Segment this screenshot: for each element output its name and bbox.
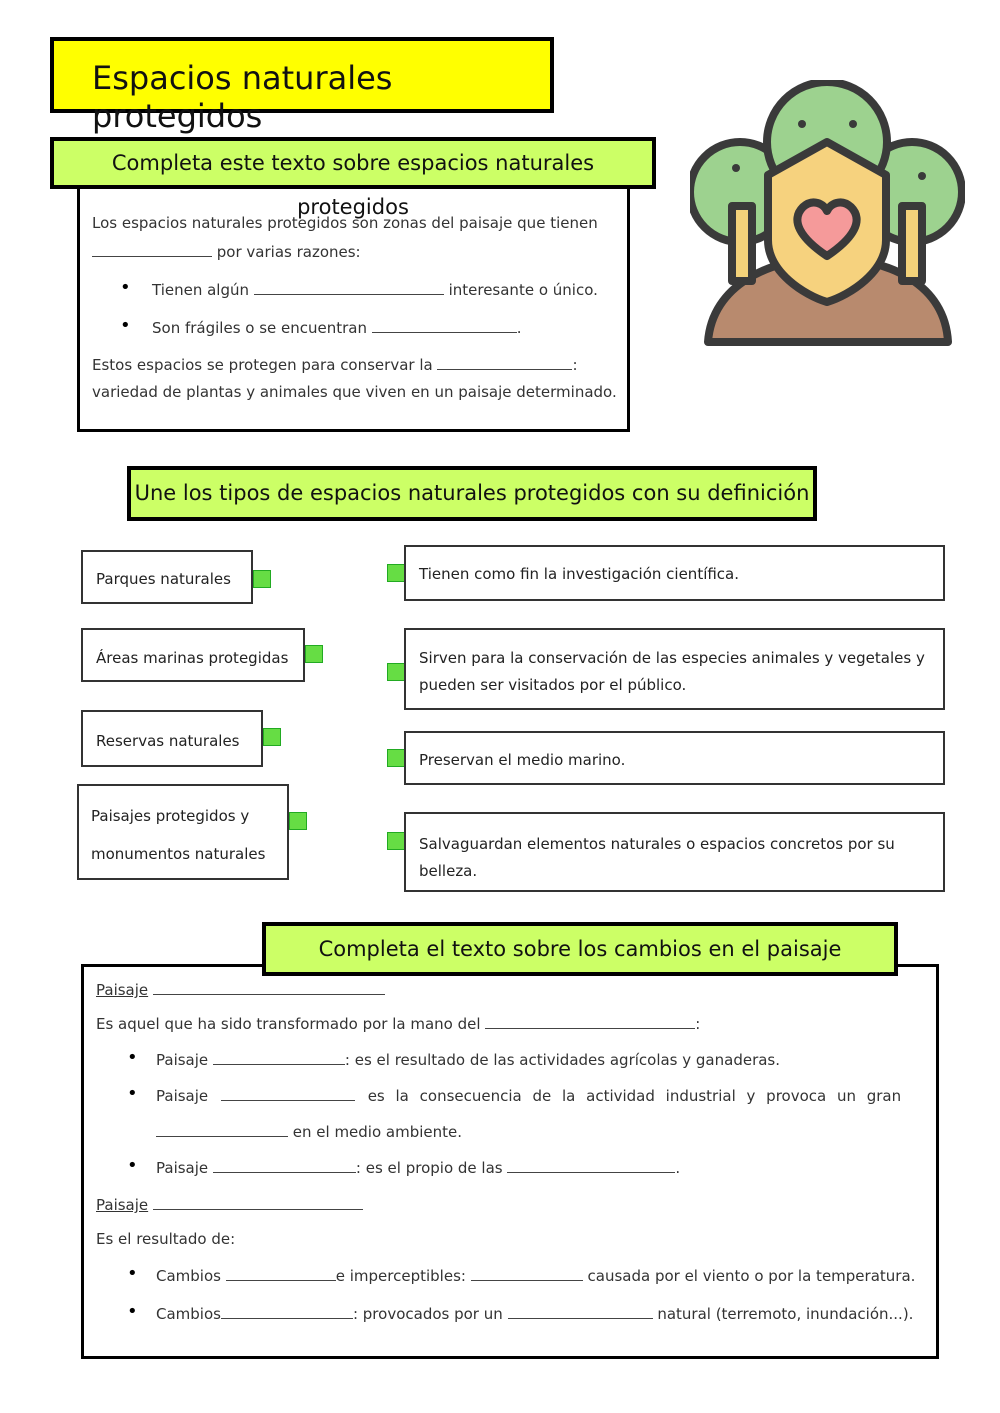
- s1-bullet1: [152, 280, 598, 299]
- blank-field[interactable]: [226, 1266, 336, 1281]
- s3-b3-b: : es el propio de las: [355, 1159, 503, 1177]
- blank-field[interactable]: [213, 1050, 345, 1065]
- bullet-dot: •: [127, 1301, 138, 1322]
- s1-closing-c: variedad de plantas y animales que viven en un paisaje determinado.: [92, 383, 617, 401]
- blank-field[interactable]: [485, 1014, 695, 1029]
- definition-conservacion[interactable]: [404, 628, 945, 710]
- s1-bullet2: [152, 318, 522, 337]
- blank-field[interactable]: [372, 318, 517, 333]
- definition-label: pueden ser visitados por el público.: [419, 676, 687, 694]
- s3-b2-a: Paisaje: [156, 1087, 209, 1105]
- s1-closing-line: [92, 355, 578, 374]
- s3-line2: Es el resultado de:: [96, 1230, 236, 1248]
- definition-label: belleza.: [419, 862, 478, 880]
- type-label: Áreas marinas protegidas: [96, 649, 289, 667]
- s3-b3-a: Paisaje: [156, 1159, 209, 1177]
- s3-paisaje-heading-1: [96, 980, 385, 999]
- s3-b2-b: es la consecuencia de la actividad industrial y provoca un gran: [367, 1087, 902, 1105]
- s3-c2-a: Cambios: [156, 1305, 221, 1323]
- s3-c2-c: natural (terremoto, inundación...).: [657, 1305, 914, 1323]
- connector-dot[interactable]: [289, 812, 307, 830]
- blank-field[interactable]: [156, 1122, 288, 1137]
- section-header-1: Completa este texto sobre espacios naturales protegidos: [50, 137, 656, 189]
- s3-line1-a: Es aquel que ha sido transformado por la mano del: [96, 1015, 481, 1033]
- section-header-3: Completa el texto sobre los cambios en el paisaje: [262, 922, 898, 976]
- type-label: Paisajes protegidos y: [91, 807, 250, 825]
- s1-intro-line: [92, 242, 361, 261]
- blank-field[interactable]: [507, 1158, 675, 1173]
- type-reservas-naturales[interactable]: [81, 710, 263, 767]
- type-label: Reservas naturales: [96, 732, 240, 750]
- paisaje-label: Paisaje: [96, 1196, 149, 1214]
- park-location-icon: [690, 80, 965, 375]
- definition-belleza[interactable]: [404, 812, 945, 892]
- definition-label: Salvaguardan elementos naturales o espacios concretos por su: [419, 835, 895, 853]
- blank-field[interactable]: [437, 355, 572, 370]
- s1-intro-a: Los espacios naturales protegidos son zonas del paisaje que tienen: [92, 214, 598, 232]
- bullet-dot: •: [127, 1083, 138, 1104]
- bullet-dot: •: [127, 1263, 138, 1284]
- s3-c2-b: : provocados por un: [352, 1305, 503, 1323]
- type-label: Parques naturales: [96, 570, 231, 588]
- s1-closing-a: Estos espacios se protegen para conservar la: [92, 356, 433, 374]
- blank-field[interactable]: [221, 1086, 355, 1101]
- s3-b3-c: .: [675, 1159, 681, 1177]
- blank-field[interactable]: [471, 1266, 583, 1281]
- type-label: monumentos naturales: [91, 845, 266, 863]
- bullet-dot: •: [120, 277, 131, 298]
- s1-bullet1-b: interesante o único.: [448, 281, 598, 299]
- s3-line1-b: :: [695, 1015, 701, 1033]
- connector-dot[interactable]: [387, 749, 405, 767]
- blank-field[interactable]: [153, 980, 385, 995]
- s3-c1-b: e imperceptibles:: [335, 1267, 466, 1285]
- s1-bullet2-a: Son frágiles o se encuentran: [152, 319, 368, 337]
- definition-label: Tienen como fin la investigación científica.: [419, 565, 740, 583]
- definition-investigacion[interactable]: [404, 545, 945, 601]
- s3-cambios2: [156, 1304, 913, 1323]
- type-parques-naturales[interactable]: [81, 550, 253, 604]
- section-header-2: Une los tipos de espacios naturales protegidos con su definición: [127, 466, 817, 521]
- definition-label: Sirven para la conservación de las especies animales y vegetales y: [419, 649, 925, 667]
- type-paisajes-protegidos[interactable]: [77, 784, 289, 880]
- definition-medio-marino[interactable]: [404, 731, 945, 785]
- page-title: Espacios naturales protegidos: [50, 37, 554, 113]
- connector-dot[interactable]: [387, 564, 405, 582]
- blank-field[interactable]: [508, 1304, 653, 1319]
- bullet-dot: •: [127, 1155, 138, 1176]
- s3-c1-c: causada por el viento o por la temperatura.: [587, 1267, 916, 1285]
- s3-paisaje-heading-2: [96, 1195, 363, 1214]
- s3-bullet3: [156, 1158, 680, 1177]
- blank-field[interactable]: [221, 1304, 353, 1319]
- bullet-dot: •: [120, 315, 131, 336]
- blank-field[interactable]: [213, 1158, 356, 1173]
- connector-dot[interactable]: [305, 645, 323, 663]
- s3-b2-c: en el medio ambiente.: [292, 1123, 463, 1141]
- s3-cambios1: [156, 1266, 915, 1285]
- s3-bullet2-cont: [156, 1122, 462, 1141]
- s3-b1-b: : es el resultado de las actividades agrícolas y ganaderas.: [344, 1051, 781, 1069]
- s3-c1-a: Cambios: [156, 1267, 221, 1285]
- s1-bullet2-b: .: [516, 319, 522, 337]
- s3-line1: [96, 1014, 700, 1033]
- connector-dot[interactable]: [253, 570, 271, 588]
- connector-dot[interactable]: [387, 832, 405, 850]
- blank-field[interactable]: [153, 1195, 363, 1210]
- paisaje-label: Paisaje: [96, 981, 149, 999]
- s3-bullet1: [156, 1050, 780, 1069]
- connector-dot[interactable]: [263, 728, 281, 746]
- definition-label: Preservan el medio marino.: [419, 751, 626, 769]
- s1-closing-b: :: [572, 356, 578, 374]
- s1-bullet1-a: Tienen algún: [152, 281, 250, 299]
- s3-b1-a: Paisaje: [156, 1051, 209, 1069]
- blank-field[interactable]: [254, 280, 444, 295]
- connector-dot[interactable]: [387, 663, 405, 681]
- s3-bullet2: [156, 1086, 901, 1105]
- type-areas-marinas[interactable]: [81, 628, 305, 682]
- s1-intro-b: por varias razones:: [216, 243, 361, 261]
- blank-field[interactable]: [92, 242, 212, 257]
- bullet-dot: •: [127, 1047, 138, 1068]
